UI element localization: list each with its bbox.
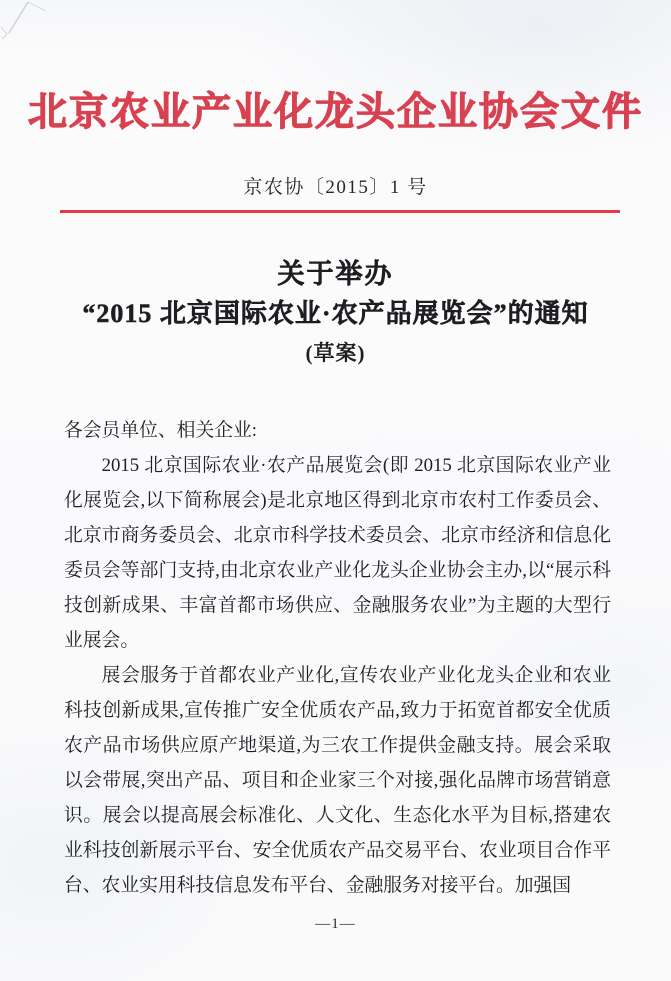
doc-title-line1: 关于举办	[277, 259, 394, 289]
doc-number: 京农协〔2015〕1 号	[243, 177, 428, 198]
body-paragraph-2: 展会服务于首都农业产业化,宣传农业产业化龙头企业和农业科技创新成果,宣传推广安全优质农产品,致力于拓宽首都安全优质农产品市场供应原产地渠道,为三农工作提供金融支持。展会采取以会带展,突出产品、项目和企业家三个对接,强化品牌市场营销意识。展会以提高展会标准化、人文化、生态化水平为目标,搭建农业科技创新展示平台、安全优质农产品交易平台、农业项目合作平台、农业实用科技信息发布平台、金融服务对接平台。加强国	[64, 665, 611, 896]
page-number: —1—	[315, 916, 356, 932]
doc-title-line2: “2015 北京国际农业·农产品展览会”的通知	[82, 299, 589, 328]
salutation-line: 各会员单位、相关企业:	[64, 420, 258, 441]
body-paragraph-1: 2015 北京国际农业·农产品展览会(即 2015 北京国际农业产业化展览会,以下简称展会)是北京地区得到北京市农村工作委员会、北京市商务委员会、北京市科学技术委员会、北京市经济和信息化委员会等部门支持,由北京农业产业化龙头企业协会主办,以“展示科技创新成果、丰富首都市场供应、金融服务农业”为主题的大型行业展会。	[64, 455, 611, 651]
doc-title-line3-draft-label: (草案)	[305, 341, 366, 365]
document-body	[64, 413, 611, 903]
red-header-rule	[60, 210, 620, 213]
org-header-title: 北京农业产业化龙头企业协会文件	[27, 91, 643, 134]
